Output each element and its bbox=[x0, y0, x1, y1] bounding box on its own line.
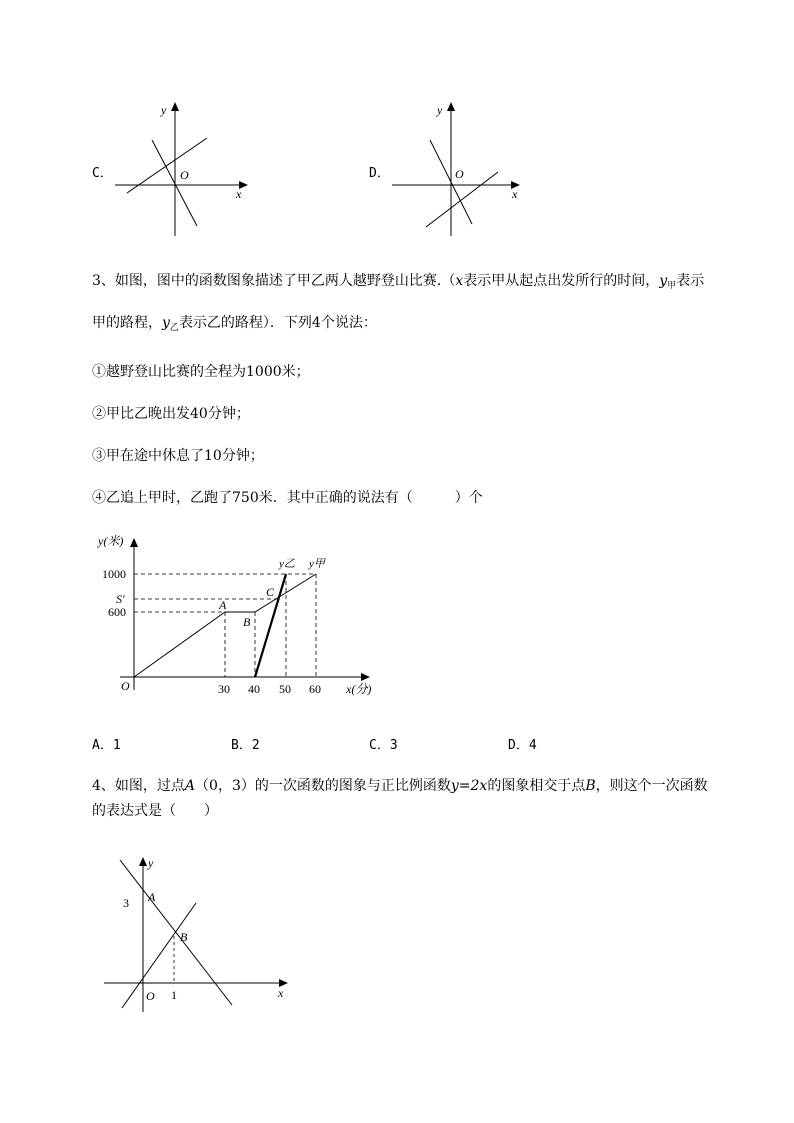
q4-y-arrow bbox=[139, 857, 147, 866]
q4-x-label: x bbox=[278, 986, 284, 1000]
q4-point-a: A bbox=[148, 890, 156, 904]
option-d-origin: O bbox=[455, 167, 464, 181]
q3-point-a: A bbox=[219, 598, 227, 612]
q3-yi-label: y乙 bbox=[279, 558, 295, 570]
q4-proportional-line bbox=[122, 903, 196, 1008]
q3-y-label: y(米) bbox=[98, 534, 124, 548]
q4-stem-line-2: 的表达式是（ ） bbox=[92, 803, 218, 819]
q4-stem-part-1: 4、如图，过点 bbox=[92, 778, 185, 794]
q4-stem-b: B bbox=[585, 778, 596, 794]
q3-statement-2: ②甲比乙晚出发40分钟； bbox=[92, 406, 250, 422]
q4-y-label: y bbox=[148, 856, 154, 870]
q3-option-d: D．4 bbox=[508, 738, 537, 753]
q3-stem-part-3: 表示 bbox=[676, 273, 705, 289]
q3-ytick-1000: 1000 bbox=[102, 567, 126, 581]
option-d-x-label: x bbox=[512, 187, 518, 201]
q3-jia-label: y甲 bbox=[309, 558, 325, 570]
q3-stem-y: y bbox=[659, 273, 668, 289]
q3-ytick-600: 600 bbox=[108, 605, 126, 619]
q3-xtick-60: 60 bbox=[309, 682, 321, 696]
q4-tick-3: 3 bbox=[123, 896, 129, 910]
q3-option-b: B．2 bbox=[231, 738, 260, 753]
q3-ytick-s: S' bbox=[116, 592, 125, 606]
q4-stem-part-2: （0，3）的一次函数的图象与正比例函数 bbox=[195, 778, 451, 794]
q3-x-label: x(分) bbox=[346, 682, 372, 696]
option-d-y-label: y bbox=[437, 103, 443, 117]
option-d-label: D． bbox=[369, 166, 390, 181]
q3-line2-y: y bbox=[162, 315, 170, 331]
q4-origin: O bbox=[146, 989, 155, 1003]
q4-stem-part-3: 的图象相交于点 bbox=[487, 778, 586, 794]
option-c-x-label: x bbox=[236, 187, 242, 201]
option-c-origin: O bbox=[180, 168, 189, 182]
q3-line2-sub-yi: 乙 bbox=[169, 323, 179, 333]
q3-stem-part-1: 如图，图中的函数图象描述了甲乙两人越野登山比赛.（ bbox=[114, 273, 456, 289]
q4-stem-a: A bbox=[184, 778, 196, 794]
q3-number: 3、 bbox=[92, 273, 115, 289]
q3-option-c: C．3 bbox=[369, 738, 398, 753]
option-c-label: C． bbox=[92, 166, 113, 181]
q3-option-a: A．1 bbox=[92, 738, 121, 753]
q3-statement-3: ③甲在途中休息了10分钟； bbox=[92, 448, 264, 464]
q4-stem-eq: y=2x bbox=[450, 778, 488, 794]
q3-statement-1: ①越野登山比赛的全程为1000米； bbox=[92, 364, 310, 380]
q3-xtick-50: 50 bbox=[279, 682, 291, 696]
q3-point-b: B bbox=[243, 615, 251, 629]
q3-line2-part-2: 表示乙的路程）．下列4个说法： bbox=[178, 315, 377, 331]
q4-tick-1: 1 bbox=[171, 988, 177, 1002]
q3-stem-x: x bbox=[455, 273, 464, 289]
q3-point-c: C bbox=[266, 585, 275, 599]
option-c-y-label: y bbox=[161, 103, 167, 117]
q3-xtick-40: 40 bbox=[248, 682, 260, 696]
q4-stem-part-4: ，则这个一次函数 bbox=[595, 778, 708, 794]
q3-stem-part-2: 表示甲从起点出发所行的时间， bbox=[463, 273, 660, 289]
q3-stem-sub-jia: 甲 bbox=[667, 281, 677, 291]
q3-statement-4: ④乙追上甲时，乙跑了750米．其中正确的说法有（ ）个 bbox=[92, 490, 483, 506]
q3-origin: O bbox=[121, 679, 130, 693]
q4-point-b: B bbox=[180, 930, 188, 944]
q3-xtick-30: 30 bbox=[218, 682, 230, 696]
q3-line2-part-1: 甲的路程， bbox=[92, 315, 162, 331]
